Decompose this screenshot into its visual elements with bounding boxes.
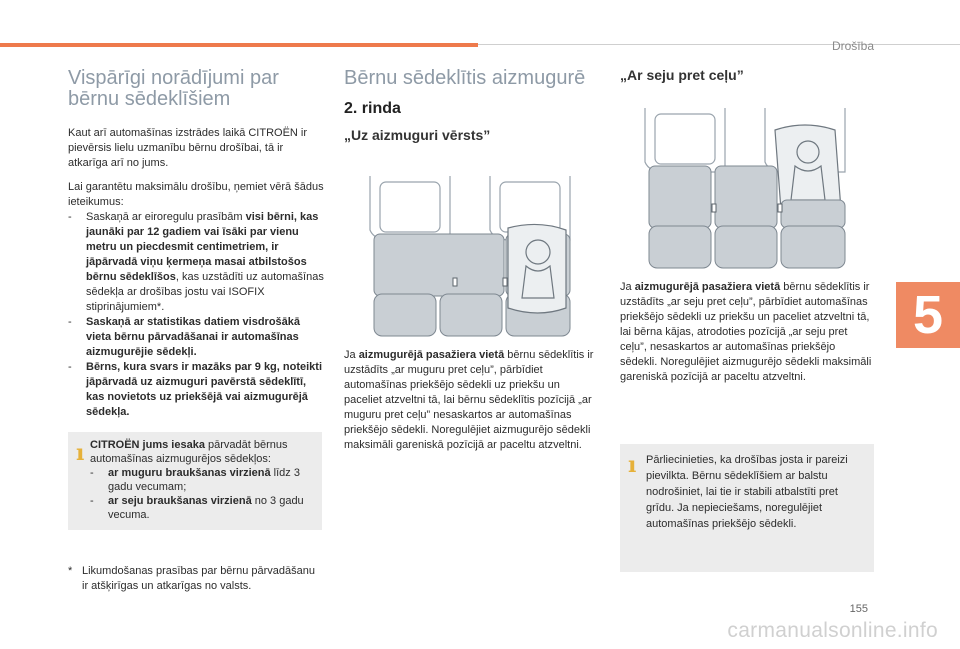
header-rule	[478, 44, 960, 45]
general-title: Vispārīgi norādījumi par bērnu sēdeklīšiem	[68, 67, 279, 110]
column-rear-seat	[344, 68, 596, 143]
column-forward-facing	[620, 68, 874, 83]
rear-seat-title: Bērnu sēdeklītis aizmugurē	[344, 67, 586, 89]
rear-facing-title: „Uz aizmuguri vērsts”	[344, 127, 491, 143]
rear-facing-child-seat-illustration	[360, 168, 585, 343]
general-intro: Kaut arī automašīnas izstrādes laikā CITROËN ir pievērsis lielu uzmanību bērnu drošībai, tā ir atkarīga arī no jums.	[68, 127, 308, 169]
chapter-tab: 5	[896, 282, 960, 348]
page-number: 155	[849, 603, 868, 615]
column-general	[68, 68, 324, 420]
tip-item: - Saskaņā ar statistikas datiem visdrošākā vieta bērnu pārvadāšanai ir automašīnas aizmugurējie sēdekļi.	[68, 316, 301, 358]
tips-intro: Lai garantētu maksimālu drošību, ņemiet vērā šādus ieteikumus:	[68, 181, 324, 208]
info-list-item: - ar muguru braukšanas virzienā līdz 3 gadu vecumam;	[90, 467, 300, 493]
forward-facing-text: Ja aizmugurējā pasažiera vietā bērnu sēdeklītis ir uzstādīts „ar seju pret ceļu”, pārbīdiet automašīnas priekšējo sēdekli uz priekšu un paceliet atzveltni tā, lai bērna kājas, atrodoties pozīcijā „ar seju pret ceļu”, nesaskartos ar automašīnas priekšējo sēdekli. Noregulējiet aizmugurējo sēdekli maksimāli gareniskā pozīcijā ar paceltu atzveltni.	[620, 281, 872, 383]
forward-facing-child-seat-illustration	[635, 100, 860, 275]
info-list-item: - ar seju braukšanas virzienā no 3 gadu vecuma.	[90, 495, 304, 521]
info-box-recommendation: ı CITROËN jums iesaka pārvadāt bērnus automašīnas aizmugurējos sēdekļos: - ar muguru braukšanas virzienā līdz 3 gadu vecumam; - ar seju braukšanas virzienā no 3 gadu vecuma.	[68, 432, 322, 530]
info-icon: ı	[76, 440, 85, 466]
section-title: Drošība	[831, 39, 874, 53]
row-title: 2. rinda	[344, 100, 401, 117]
forward-facing-title: „Ar seju pret ceļu”	[620, 67, 744, 83]
tip-item: - Saskaņā ar eiroregulu prasībām visi bērni, kas jaunāki par 12 gadiem vai īsāki par vienu metru un piecdesmit centimetriem, ir jāpārvadā viņu ķermeņa masai atbilstošos bērnu sēdeklīšos, kas uzstādīti uz automašīnas sēdekļa ar drošības jostu vai ISOFIX stiprinājumiem*.	[68, 211, 324, 313]
rear-facing-text: Ja aizmugurējā pasažiera vietā bērnu sēdeklītis ir uzstādīts „ar muguru pret ceļu”, pārbīdiet automašīnas priekšējo sēdekli uz priekšu un paceliet atzveltni tā, lai bērnu sēdeklītis pozīcijā „ar muguru pret ceļu” nesaskartos ar automašīnas priekšējo sēdekli. Noregulējiet aizmugurējo sēdekli maksimāli gareniskā pozīcijā ar paceltu atzveltni.	[344, 349, 594, 451]
header-accent-bar	[0, 43, 478, 47]
watermark: carmanualsonline.info	[727, 619, 938, 642]
tip-item: - Bērns, kura svars ir mazāks par 9 kg, noteikti jāpārvadā uz aizmuguri pavērstā sēdeklītī, kas novietots uz priekšējā vai aizmugurējā sēdekļa.	[68, 361, 323, 418]
footnote: * Likumdošanas prasības par bērnu pārvadāšanu ir atšķirīgas un atkarīgas no valsts.	[68, 565, 315, 592]
info-box-seatbelt: ı Pārliecinieties, ka drošības josta ir pareizi pievilkta. Bērnu sēdeklīšiem ar balstu nodrošiniet, lai tie ir stabili atbalstīti pret grīdu. Ja nepieciešams, noregulējiet automašīnas priekšējo sēdekli.	[620, 444, 874, 572]
info-icon: ı	[628, 452, 637, 478]
